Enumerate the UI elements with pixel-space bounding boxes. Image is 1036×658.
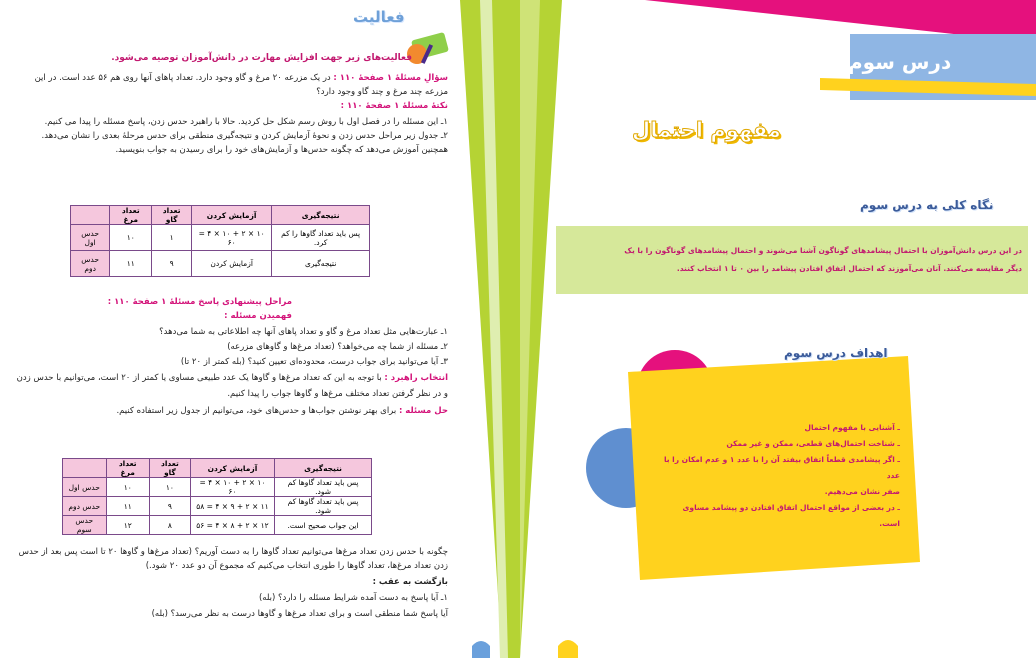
table-row [63, 497, 372, 516]
list-item: ـ در بعضی از مواقع احتمال اتفاق افتادن دو پیشامد مساوی است. [682, 503, 900, 528]
understand-label: فهمیدن مسئله : [224, 311, 292, 321]
table-row [63, 478, 372, 497]
intro-text: فعالیت‌های زیر جهت افزایش مهارت در دانش‌آموزان توصیه می‌شود. [111, 53, 412, 63]
list-item: ـ آشنایی با مفهوم احتمال [804, 423, 900, 432]
table-cell: ۹ [152, 251, 192, 277]
question-1-text-2: مزرعه چند مرغ و چند گاو وجود دارد؟ [316, 87, 448, 97]
table-cell: این جواب صحیح است. [275, 516, 372, 535]
note-label: نکتهٔ مسئلهٔ ۱ صفحهٔ ۱۱۰ : [340, 101, 448, 111]
strategy-text: با توجه به این که تعداد مرغ‌ها و گاوها یک عدد طبیعی مساوی یا کمتر از ۲۰ است، می‌توانیم با حدس زدن [16, 373, 382, 383]
table-row [71, 225, 370, 251]
table-cell: ۱۰ [149, 478, 190, 497]
table-cell: حدس دوم [63, 497, 107, 516]
table-cell: حدس اول [71, 225, 110, 251]
table-header: نتیجه‌گیری [272, 206, 370, 225]
note-line-2: ۲ـ جدول زیر مراحل حدس زدن و نحوهٔ آزمایش کردن و نتیجه‌گیری منطقی برای حدس مرحلهٔ بعدی را نشان می‌دهد. [41, 131, 448, 141]
guess-table-1 [70, 205, 370, 277]
question-1 [8, 72, 448, 84]
table-cell: ۱۱ [110, 251, 152, 277]
question-1-label: سؤالِ مسئلهٔ ۱ صفحهٔ ۱۱۰ : [333, 73, 448, 83]
table-header: تعداد مرغ [106, 459, 149, 478]
table-cell: ۱۰ [110, 225, 152, 251]
overview-text-2: دیگر مقایسه می‌کنند. آنان می‌آموزند که احتمال اتفاق افتادن پیشامد را بین ۰ تا ۱ انتخاب کنند. [676, 264, 1022, 273]
table-header: تعداد گاو [152, 206, 192, 225]
back-label: بازگشت به عقب : [372, 577, 448, 587]
table-header-row [63, 459, 372, 478]
table-cell: پس باید تعداد گاوها کم شود. [275, 478, 372, 497]
paragraph-1: چگونه با حدس زدن تعداد مرغ‌ها می‌توانیم تعداد گاوها را به دست آوریم؟ (تعداد مرغ‌ها و گاوها ۲۰ تا است پس بعد از حدس [18, 547, 448, 557]
overview-title: نگاه کلی به درس سوم [860, 198, 994, 212]
table-cell: حدس اول [63, 478, 107, 497]
right-page-decorations [520, 0, 1036, 658]
right-page [520, 0, 1036, 658]
table-cell: ۱ [152, 225, 192, 251]
note-line-1: ۱ـ این مسئله را در فصل اول با روش رسم شکل حل کردید. حالا با راهبرد حدس زدن، پاسخ مسئله را پیدا می کنیم. [44, 117, 448, 127]
table-cell: حدس سوم [63, 516, 107, 535]
table-cell: نتیجه‌گیری [272, 251, 370, 277]
back-2: آیا پاسخ شما منطقی است و برای تعداد مرغ‌ها و گاوها درست به نظر می‌رسد؟ (بله) [151, 609, 448, 619]
overview-text-1: در این درس دانش‌آموزان با احتمال پیشامدهای گوناگون آشنا می‌شوند و احتمال پیشامدهای گوناگون را با یک [624, 246, 1022, 255]
goals-title: اهداف درس سوم [784, 346, 888, 360]
table-header: آزمایش کردن [190, 459, 274, 478]
table-row [63, 516, 372, 535]
table-header [63, 459, 107, 478]
paragraph-2: زدن تعداد مرغ‌ها، تعداد گاوها را طوری انتخاب می‌کنیم که مجموع آن دو عدد ۲۰ شود.) [145, 561, 448, 571]
note-line-3: همچنین آموزش می‌دهد که چگونه حدس‌ها و آزمایش‌های خود را برای رسیدن به جواب بنویسید. [115, 145, 448, 155]
guess-table-2 [62, 458, 372, 535]
table-cell: ۱۱ [106, 497, 149, 516]
understand-2: ۲ـ مسئله از شما چه می‌خواهد؟ (تعداد مرغ‌ها و گاوهای مزرعه) [227, 342, 448, 352]
table-cell: ۱۲ × ۲ + ۸ × ۴ = ۵۶ [190, 516, 274, 535]
table-cell: پس باید تعداد گاوها کم شود. [275, 497, 372, 516]
table-cell: ۱۰ × ۲ + ۱۰ × ۴ = ۶۰ [190, 478, 274, 497]
table-cell: ۱۰ × ۲ + ۱۰ × ۴ = ۶۰ [191, 225, 271, 251]
concept-title: مفهوم احتمال [632, 118, 781, 142]
table-cell: ۸ [149, 516, 190, 535]
goals-list [660, 420, 900, 532]
table-cell: ۱۰ [106, 478, 149, 497]
table-cell: ۹ [149, 497, 190, 516]
table-cell: پس باید تعداد گاوها را کم کرد. [272, 225, 370, 251]
table-cell: آزمایش کردن [191, 251, 271, 277]
table-row [71, 251, 370, 277]
table-header [71, 206, 110, 225]
understand-1: ۱ـ عبارت‌هایی مثل تعداد مرغ و گاو و تعداد پاهای آنها چه اطلاعاتی به شما می‌دهد؟ [159, 327, 448, 337]
solve [8, 405, 448, 417]
solve-text: برای بهتر نوشتن جواب‌ها و حدس‌های خود، می‌توانیم از جدول زیر استفاده کنیم. [116, 406, 397, 416]
lesson-title: درس سوم [848, 50, 952, 74]
page-number-tab [470, 638, 492, 658]
understand-3: ۳ـ آیا می‌توانید برای جواب درست، محدوده‌ای تعیین کنید؟ (بله کمتر از ۲۰ تا) [180, 357, 448, 367]
table-cell: ۱۲ [106, 516, 149, 535]
table-cell: ۱۱ × ۲ + ۹ × ۴ = ۵۸ [190, 497, 274, 516]
table-header: تعداد گاو [149, 459, 190, 478]
steps-title: مراحل پیشنهادی پاسخ مسئلهٔ ۱ صفحهٔ ۱۱۰ : [107, 297, 292, 307]
table-header-row [71, 206, 370, 225]
question-1-text: در یک مزرعه ۲۰ مرغ و گاو وجود دارد. تعداد پاهای آنها روی هم ۵۶ عدد است. در این [34, 73, 331, 83]
list-item: ـ اگر پیشامدی قطعاً اتفاق بیفتد آن را با عدد ۱ و عدم امکان را با عدد [663, 455, 900, 480]
table-header: آزمایش کردن [191, 206, 271, 225]
strategy-text-2: و در نظر گرفتن تعداد مختلف مرغ‌ها و گاوها جواب را پیدا کنیم. [227, 389, 448, 399]
list-item: صفر نشان می‌دهیم. [824, 487, 900, 496]
list-item: ـ شناخت احتمال‌های قطعی، ممکن و غیر ممکن [726, 439, 900, 448]
strategy [8, 372, 448, 384]
solve-label: حل مسئله : [398, 406, 448, 416]
table-header: تعداد مرغ [110, 206, 152, 225]
table-cell: حدس دوم [71, 251, 110, 277]
strategy-label: انتخاب راهبرد : [384, 373, 448, 383]
activity-title: فعالیت [353, 8, 405, 26]
table-header: نتیجه‌گیری [275, 459, 372, 478]
back-1: ۱ـ آیا پاسخ به دست آمده شرایط مسئله را دارد؟ (بله) [258, 593, 448, 603]
